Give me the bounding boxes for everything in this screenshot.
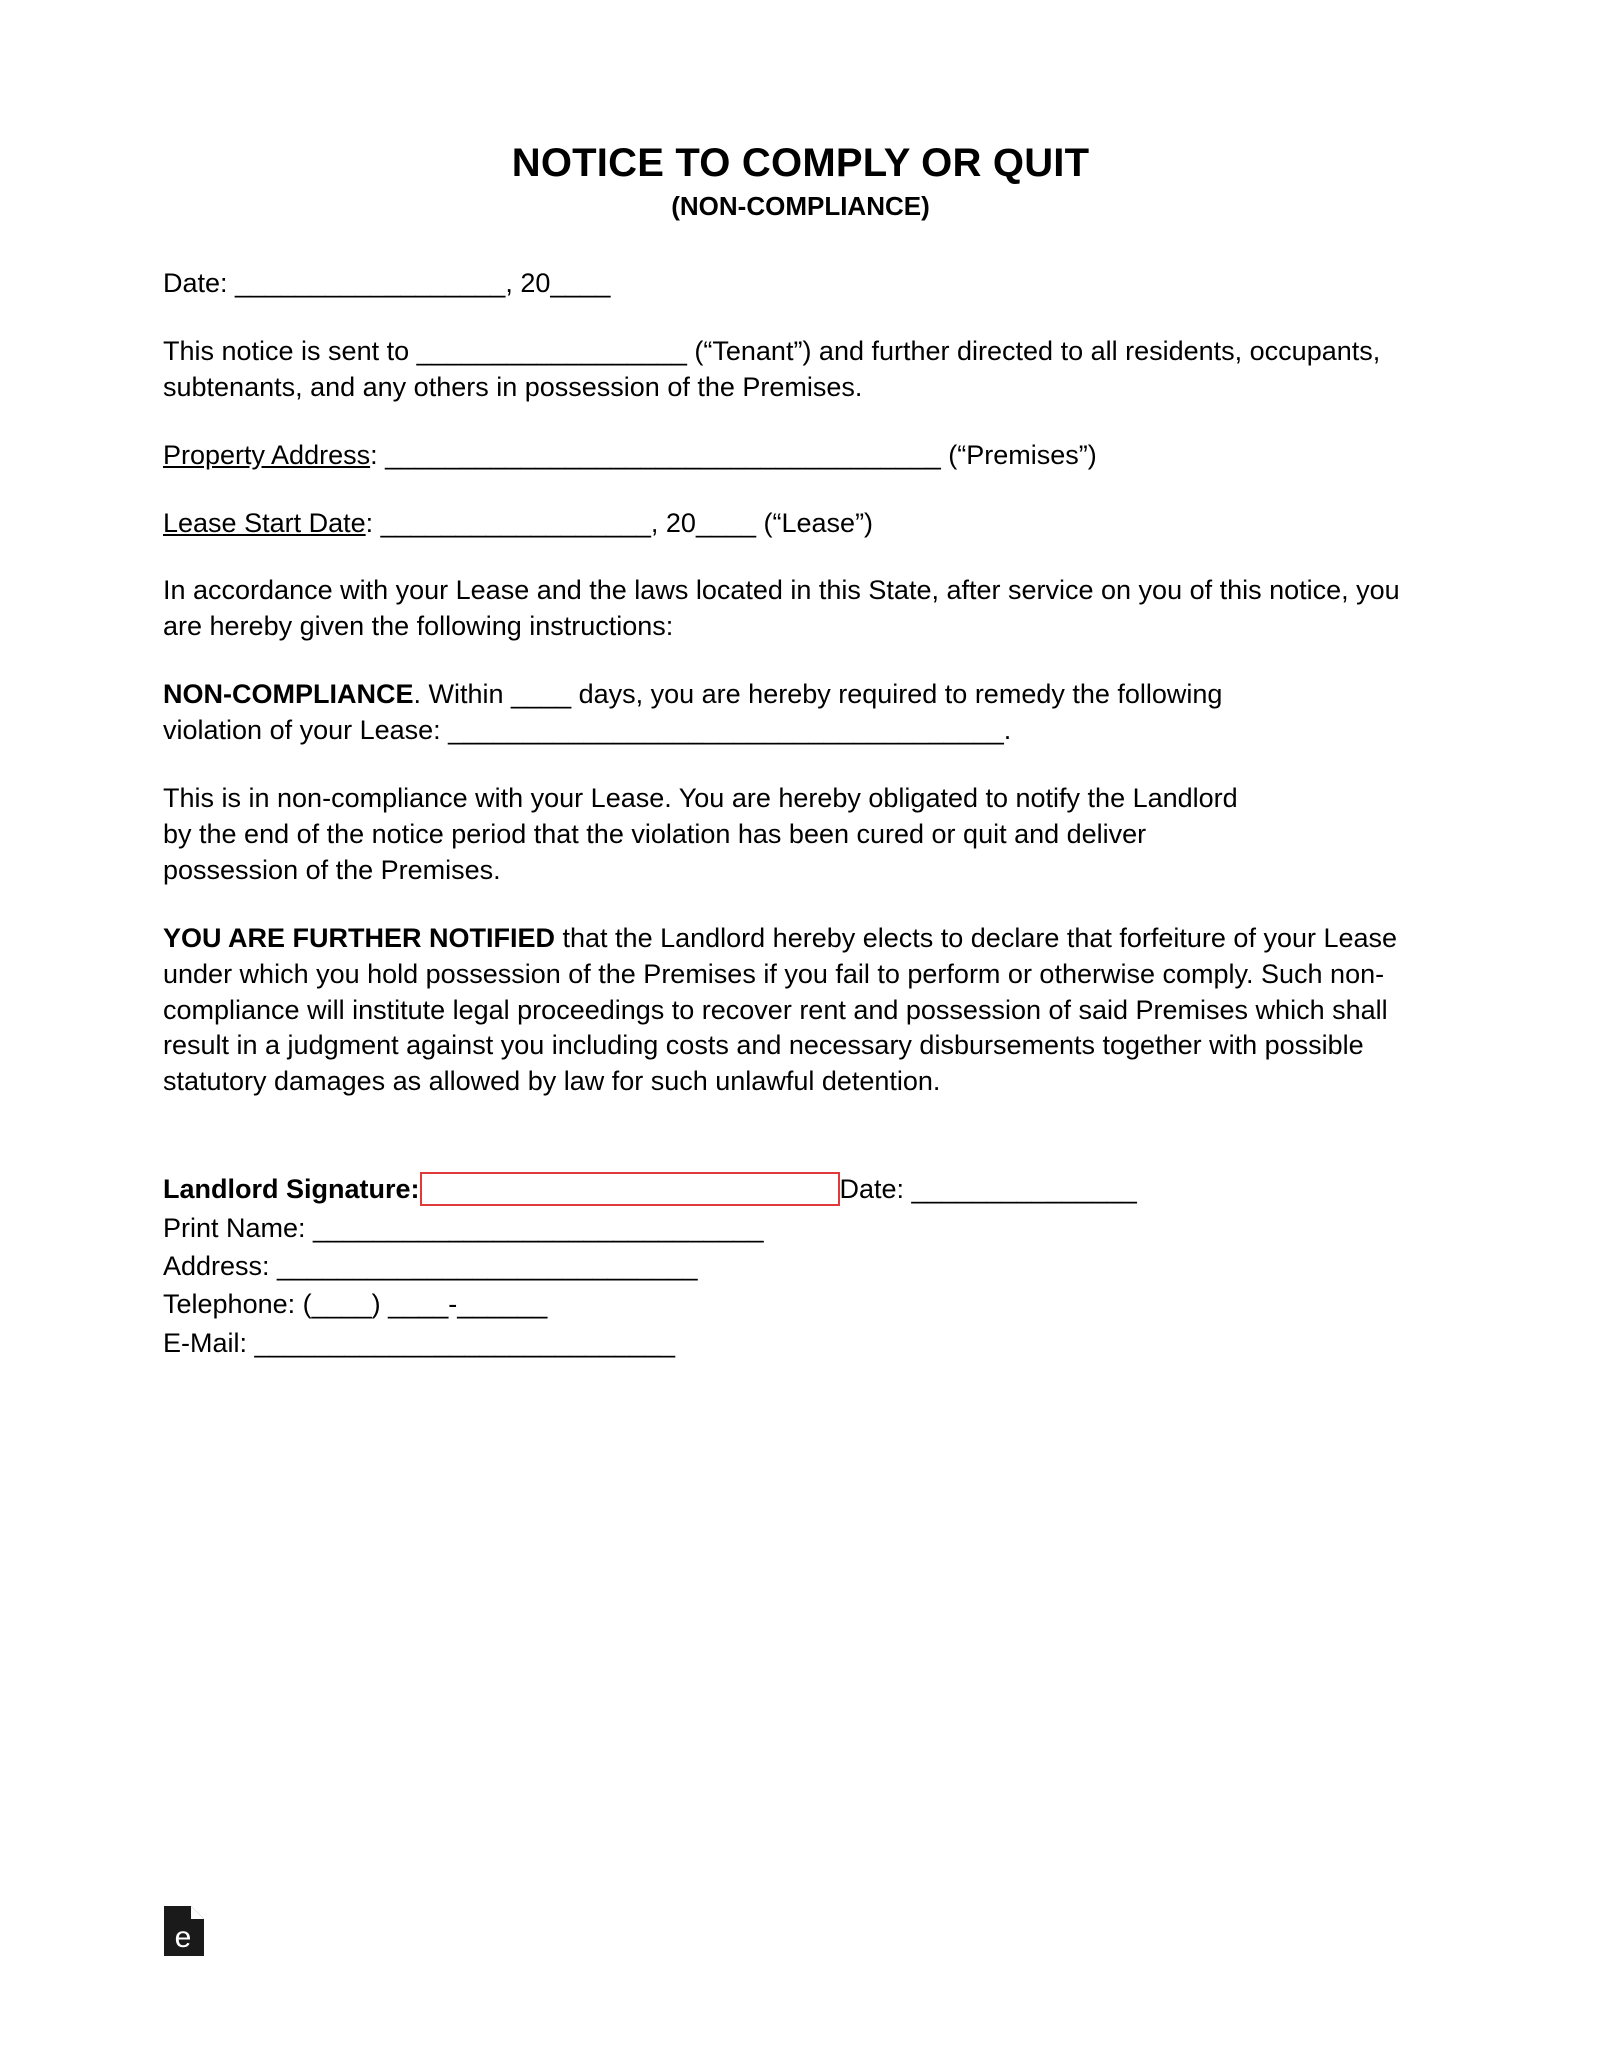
- property-address-blank: : _____________________________________ (“Premises”): [370, 439, 1097, 470]
- eforms-logo: [163, 1905, 205, 1957]
- further-notified-paragraph: [163, 921, 1438, 1101]
- signature-section: [163, 1170, 1438, 1362]
- date-line: Date: __________________, 20____: [163, 267, 611, 298]
- signature-date-label: Date: _______________: [839, 1174, 1137, 1205]
- lease-start-date-blank: : __________________, 20____ (“Lease”): [365, 507, 874, 538]
- property-address-label: Property Address: [163, 439, 371, 470]
- non-compliance-heading: NON-COMPLIANCE: [163, 679, 414, 710]
- landlord-signature-colon: :: [410, 1174, 420, 1205]
- notice-recipient-paragraph: This notice is sent to __________________ (“Tenant”) and further directed to all residents, occupants, subtenants, and any others in possession of the Premises.: [163, 335, 1381, 402]
- svg-text:e: e: [174, 1921, 192, 1954]
- further-notified-body: that the Landlord hereby elects to declare that forfeiture of your Lease under which you hold possession of the Premises if you fail to perform or otherwise comply. Such non-compliance will institute legal proceedings to recover rent and possession of said Premises which shall result in a judgment against you including costs and necessary disbursements together with possible statutory damages as allowed by law for such unlawful detention.: [163, 922, 1398, 1097]
- page-title: NOTICE TO COMPLY OR QUIT: [511, 141, 1090, 185]
- lease-start-date-label: Lease Start Date: [163, 507, 366, 538]
- property-address-line: [163, 438, 1438, 474]
- landlord-signature-row: [163, 1170, 1438, 1208]
- address-line: Address: ____________________________: [163, 1250, 698, 1281]
- email-line: E-Mail: ____________________________: [163, 1327, 675, 1358]
- document-content: [163, 140, 1438, 1362]
- print-name-line: Print Name: ______________________________: [163, 1212, 764, 1243]
- lease-start-date-line: [163, 506, 1438, 542]
- non-compliance-note: This is in non-compliance with your Lease. You are hereby obligated to notify the Landlord by the end of the notice period that the violation has been cured or quit and deliver possession of the Premises.: [163, 783, 1238, 885]
- instructions-paragraph: In accordance with your Lease and the laws located in this State, after service on you of this notice, you are hereby given the following instructions:: [163, 575, 1400, 642]
- non-compliance-body: . Within ____ days, you are hereby required to remedy the following violation of your Lease: _____________________________________.: [163, 679, 1223, 746]
- non-compliance-clause: [163, 677, 1248, 749]
- telephone-line: Telephone: (____) ____-______: [163, 1289, 548, 1320]
- further-notified-heading: YOU ARE FURTHER NOTIFIED: [163, 922, 556, 953]
- page-subtitle: (NON-COMPLIANCE): [671, 191, 930, 221]
- landlord-signature-field[interactable]: [420, 1172, 840, 1206]
- landlord-signature-label: Landlord Signature: [163, 1174, 411, 1205]
